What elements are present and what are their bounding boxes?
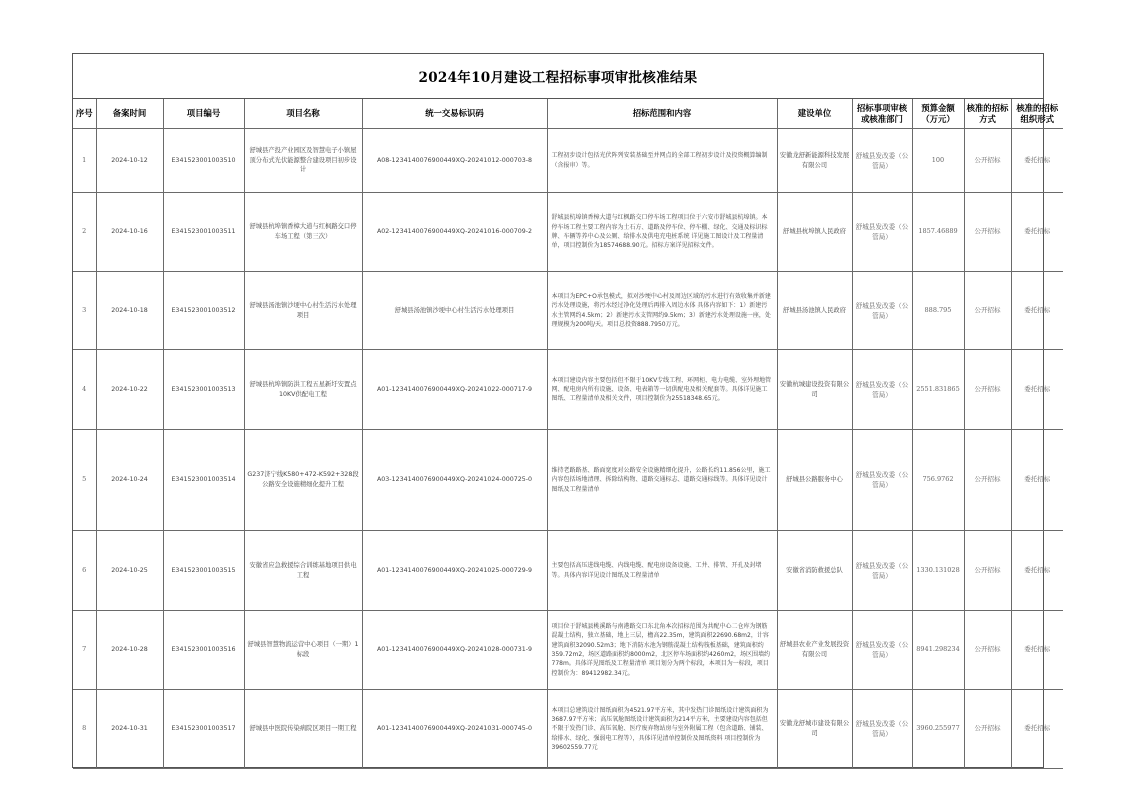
cell-project-name: 舒城县杭埠镇香樟大道与红枫路交口停车场工程（第三次） [244, 193, 362, 272]
document-sheet [72, 53, 1059, 768]
cell-project-no: E341523001003515 [163, 531, 244, 611]
cell-project-no: E341523001003516 [163, 611, 244, 690]
header-org-form: 核准的招标组织形式 [1011, 99, 1063, 129]
cell-dept: 舒城县发改委（公管局） [852, 350, 912, 430]
table-row [73, 272, 1063, 350]
cell-unit: 舒城县杭埠镇人民政府 [777, 193, 852, 272]
cell-project-name: G237济宁线K580+472-K592+328段公路安全设施精细化提升工程 [244, 430, 362, 531]
cell-org-form: 委托招标 [1011, 129, 1063, 193]
header-seq: 序号 [73, 99, 96, 129]
cell-budget: 8941.298234 [912, 611, 964, 690]
cell-date: 2024-10-24 [96, 430, 163, 531]
cell-project-name: 舒城县杭埠镇防洪工程五星新圩安置点10KV供配电工程 [244, 350, 362, 430]
cell-dept: 舒城县发改委（公管局） [852, 193, 912, 272]
table-row [73, 350, 1063, 430]
cell-project-no: E341523001003510 [163, 129, 244, 193]
cell-project-no: E341523001003514 [163, 430, 244, 531]
cell-project-name: 舒城县产投产业园区及智慧电子小镇屋顶分布式光伏能源整合建设项目初步设计 [244, 129, 362, 193]
cell-date: 2024-10-25 [96, 531, 163, 611]
cell-project-no: E341523001003512 [163, 272, 244, 350]
cell-dept: 舒城县发改委（公管局） [852, 611, 912, 690]
cell-org-form: 委托招标 [1011, 690, 1063, 769]
cell-trade-code: A03-1234140076900449XQ-20241024-000725-0 [362, 430, 547, 531]
header-row [73, 99, 1063, 129]
cell-scope: 项目位于舒城县桃溪路与南港路交口东北角本次招标范围为共配中心二仓库为钢筋混凝土结构，独立基础，地上三层，檐高22.35m，建筑面积22690.68m2，计容建筑面积32090.52m3；地下消防水池为钢筋混凝土结构筏板基础，建筑面积约359.72m2，场区道路面积约8000m2，北区停车场面积约4260m2，场区围墙约778m。具体详见图纸及工程量清单 项目划分为两个标段，本项目为一标段，项目控制价为：89412982.34元。 [547, 611, 777, 690]
header-date: 备案时间 [96, 99, 163, 129]
header-project-name: 项目名称 [244, 99, 362, 129]
cell-method: 公开招标 [964, 272, 1011, 350]
cell-project-name: 舒城县汤池镇沙埂中心村生活污水处理项目 [244, 272, 362, 350]
header-method: 核准的招标方式 [964, 99, 1011, 129]
cell-date: 2024-10-28 [96, 611, 163, 690]
cell-date: 2024-10-22 [96, 350, 163, 430]
cell-dept: 舒城县发改委（公管局） [852, 690, 912, 769]
cell-date: 2024-10-18 [96, 272, 163, 350]
cell-seq: 6 [73, 531, 96, 611]
cell-org-form: 委托招标 [1011, 611, 1063, 690]
cell-method: 公开招标 [964, 350, 1011, 430]
header-project-no: 项目编号 [163, 99, 244, 129]
cell-method: 公开招标 [964, 430, 1011, 531]
cell-method: 公开招标 [964, 129, 1011, 193]
cell-trade-code: A08-1234140076900449XQ-20241012-000703-8 [362, 129, 547, 193]
cell-project-no: E341523001003513 [163, 350, 244, 430]
cell-method: 公开招标 [964, 611, 1011, 690]
table-row [73, 193, 1063, 272]
cell-date: 2024-10-12 [96, 129, 163, 193]
cell-unit: 安徽杭城建设投资有限公司 [777, 350, 852, 430]
header-budget: 预算金额（万元） [912, 99, 964, 129]
cell-project-name: 舒城县中医院传染病院区项目一期工程 [244, 690, 362, 769]
cell-org-form: 委托招标 [1011, 430, 1063, 531]
title-row [73, 54, 1043, 99]
cell-trade-code: A02-1234140076900449XQ-20241016-000709-2 [362, 193, 547, 272]
cell-date: 2024-10-16 [96, 193, 163, 272]
cell-scope: 本项目为EPC+O承包模式，拟对沙埂中心村及周边区域的污水进行有效收集并新建污水处理设施，将污水经过净化处理后再排入周边水体 具体内容如下：1）新建污水主管网约4.5km；2）新建污水支管网约9.5km；3）新建污水处理设施一座，处理规模为200吨/天。项目总投资888.7950万元。 [547, 272, 777, 350]
cell-method: 公开招标 [964, 690, 1011, 769]
cell-trade-code: 舒城县汤池镇沙埂中心村生活污水处理项目 [362, 272, 547, 350]
cell-seq: 4 [73, 350, 96, 430]
cell-unit: 安徽省消防救援总队 [777, 531, 852, 611]
cell-scope: 主要包括高压进线电缆、内线电缆、配电房设备设施、工井、排管、开孔及封堵等。具体内容详见设计图纸及工程量清单 [547, 531, 777, 611]
header-dept: 招标事项审核或核准部门 [852, 99, 912, 129]
cell-unit: 安徽龙舒城市建设有限公司 [777, 690, 852, 769]
cell-trade-code: A01-1234140076900449XQ-20241028-000731-9 [362, 611, 547, 690]
cell-budget: 1857.46889 [912, 193, 964, 272]
cell-unit: 安徽龙舒新能源科技发展有限公司 [777, 129, 852, 193]
cell-trade-code: A01-1234140076900449XQ-20241025-000729-9 [362, 531, 547, 611]
cell-project-name: 安徽省应急救援综合训练基地项目供电工程 [244, 531, 362, 611]
cell-scope: 工程初步设计包括光伏阵列安装基础至并网点的全部工程初步设计及投资概算编制（含报审）等。 [547, 129, 777, 193]
cell-unit: 舒城县公路服务中心 [777, 430, 852, 531]
cell-unit: 舒城县汤池镇人民政府 [777, 272, 852, 350]
cell-seq: 7 [73, 611, 96, 690]
cell-org-form: 委托招标 [1011, 531, 1063, 611]
table-row [73, 430, 1063, 531]
cell-budget: 888.795 [912, 272, 964, 350]
header-trade-code: 统一交易标识码 [362, 99, 547, 129]
cell-scope: 维持老路路基、路面宽度对公路安全设施精细化提升，公路长约11.856公里，施工内容包括场地清理、拆除结构物、道路交通标志、道路交通标线等。具体详见设计图纸及工程量清单 [547, 430, 777, 531]
cell-trade-code: A01-1234140076900449XQ-20241031-000745-0 [362, 690, 547, 769]
table-row [73, 611, 1063, 690]
cell-seq: 8 [73, 690, 96, 769]
cell-seq: 5 [73, 430, 96, 531]
table-row [73, 690, 1063, 769]
cell-dept: 舒城县发改委（公管局） [852, 129, 912, 193]
cell-unit: 舒城县农业产业发展投资有限公司 [777, 611, 852, 690]
cell-project-name: 舒城县智慧物流运营中心项目（一期）1标段 [244, 611, 362, 690]
cell-method: 公开招标 [964, 531, 1011, 611]
cell-org-form: 委托招标 [1011, 193, 1063, 272]
cell-dept: 舒城县发改委（公管局） [852, 430, 912, 531]
table-row [73, 129, 1063, 193]
header-unit: 建设单位 [777, 99, 852, 129]
cell-scope: 本项目建设内容主要包括但不限于10KV专线工程、环网柜、电力电缆、室外埋地管网、配电房内所有设施、设备、电表箱等一切供配电及相关配套等。具体详见施工图纸、工程量清单及相关文件，项目控制价为25518348.65元。 [547, 350, 777, 430]
cell-dept: 舒城县发改委（公管局） [852, 531, 912, 611]
cell-method: 公开招标 [964, 193, 1011, 272]
cell-budget: 1330.131028 [912, 531, 964, 611]
header-scope: 招标范围和内容 [547, 99, 777, 129]
cell-org-form: 委托招标 [1011, 350, 1063, 430]
cell-scope: 舒城县杭埠镇香樟大道与红枫路交口停车场工程项目位于六安市舒城县杭埠镇。本停车场工程主要工程内容为土石方、道路及停车位、停车棚、绿化、交通及标识标牌、车辆等养中心及公厕、给排水及供电充电桩系统 详见施工图设计及工程量清单，项目控制价为18574688.90元。招标方案详见招标文件。 [547, 193, 777, 272]
cell-trade-code: A01-1234140076900449XQ-20241022-000717-9 [362, 350, 547, 430]
cell-budget: 100 [912, 129, 964, 193]
approval-table [73, 99, 1063, 769]
cell-budget: 756.9762 [912, 430, 964, 531]
cell-scope: 本项目总建筑设计图纸面积为4521.97平方米，其中发热门诊图纸设计建筑面积为3687.97平方米；高压氧舱图纸设计建筑面积为214平方米，主要建设内容包括但不限于发热门诊、高压氧舱、医疗废弃物站房与室外附属工程（包含道路、铺装、给排水、绿化、强弱电工程等），具体详见清单控制价及图纸资料 项目控制价为39602559.77元 [547, 690, 777, 769]
cell-org-form: 委托招标 [1011, 272, 1063, 350]
cell-seq: 2 [73, 193, 96, 272]
document-title: 2024年10月建设工程招标事项审批核准结果 [418, 70, 698, 86]
table-row [73, 531, 1063, 611]
cell-seq: 3 [73, 272, 96, 350]
cell-seq: 1 [73, 129, 96, 193]
cell-budget: 2551.831865 [912, 350, 964, 430]
cell-date: 2024-10-31 [96, 690, 163, 769]
cell-budget: 3960.255977 [912, 690, 964, 769]
cell-project-no: E341523001003517 [163, 690, 244, 769]
cell-dept: 舒城县发改委（公管局） [852, 272, 912, 350]
cell-project-no: E341523001003511 [163, 193, 244, 272]
